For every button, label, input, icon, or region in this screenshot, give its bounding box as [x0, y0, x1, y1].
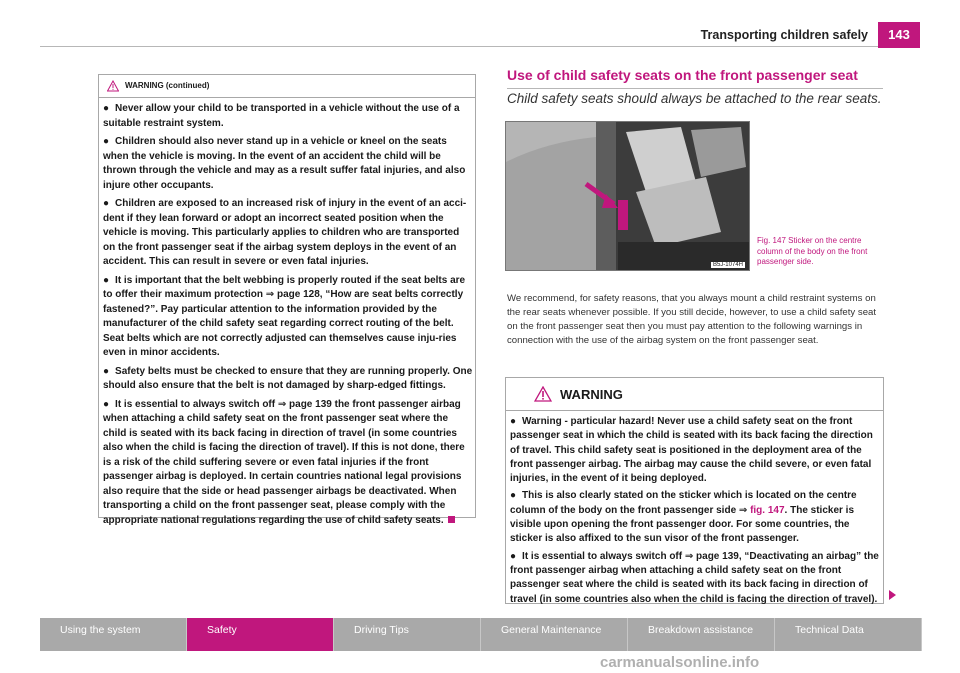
left-bullet-1: ● Never allow your child to be transported in a vehicle without the use of a suitable restraint system.	[103, 103, 460, 129]
page-128-link[interactable]: ⇒ page 128, “How are seat belts correctly fastened?”	[103, 289, 464, 315]
left-bullet-6: ● It is essential to always switch off ⇒ page 139 the front passenger airbag when attaching a child safety seat on the front passenger seat where the child is seated with its back facing in direction of travel (in some countries also when the child is facing the direction of travel). If this is not done, there is a risk of the child suffering severe or even fatal injuries if the front passenger airbag is deployed. In certain countries national legal provisions also require that the side or head passenger airbags be deactivated. When transporting a child on the front passenger seat, please comply with the appropriate national regulations regarding the use of child safety seats.	[103, 398, 465, 526]
continue-arrow-icon	[889, 590, 896, 600]
section-title: Use of child safety seats on the front passenger seat	[507, 67, 858, 83]
left-bullet-3: ● Children are exposed to an increased risk of injury in the event of an acci-dent if they lean forward or adopt an incorrect seated position when the vehicle is moving. This particularly applies to children who are transported on the front passenger seat if the airbag system deploys in the event of an accident. This can result in severe or even fatal injuries.	[103, 198, 467, 267]
section-rule	[507, 88, 883, 89]
intro-paragraph: We recommend, for safety reasons, that you always mount a child restraint systems on the rear seats whenever possible. If you still decide, however, to use a child safety seat on the front passenger seat then you must pay attention to the following warnings in connection with the use of the airbag system on the front passenger seat.	[507, 293, 877, 346]
figure-code: B5J-1074H	[712, 262, 743, 268]
left-bullet-2: ● Children should also never stand up in a vehicle or kneel on the seats when the vehicle is moving. In the event of an accident the child will be thrown through the vehicle and may as a result suffer fatal injuries, and also injure other occupants.	[103, 136, 466, 191]
left-bullet-5: ● Safety belts must be checked to ensure that they are running properly. One should also ensure that the belt is not damaged by sharp-edged fittings.	[103, 365, 473, 391]
warning-box	[505, 377, 884, 604]
car-interior-illustration	[506, 122, 749, 270]
section-end-marker	[448, 516, 455, 523]
page-header-title: Transporting children safely	[700, 28, 868, 42]
left-bullet-list	[99, 98, 475, 528]
section-subtitle: Child safety seats should always be attached to the rear seats.	[507, 91, 882, 106]
figure-147-caption: Fig. 147 Sticker on the centre column of the body on the front passenger side.	[757, 236, 868, 266]
warning-triangle-icon	[534, 386, 552, 402]
page-139-deactivating-link[interactable]: ⇒ page 139, “Deactivating an airbag”	[684, 550, 862, 562]
tab-technical-data[interactable]: Technical Data	[775, 618, 922, 651]
tab-safety[interactable]: Safety	[187, 618, 334, 651]
tab-general-maintenance[interactable]: General Maintenance	[481, 618, 628, 651]
tab-using-the-system[interactable]: Using the system	[40, 618, 187, 651]
right-bullet-list	[506, 411, 883, 607]
page-139-link[interactable]: ⇒ page 139	[277, 398, 332, 410]
figure-147-photo	[505, 121, 750, 271]
fig-147-link[interactable]: fig. 147	[750, 504, 785, 516]
watermark: carmanualsonline.info	[600, 654, 760, 671]
tab-breakdown-assistance[interactable]: Breakdown assistance	[628, 618, 775, 651]
warning-triangle-icon	[107, 80, 119, 92]
header-rule	[40, 46, 920, 47]
tab-driving-tips[interactable]: Driving Tips	[334, 618, 481, 651]
right-bullet-3: ● It is essential to always switch off ⇒ page 139, “Deactivating an airbag” the front passenger airbag when attaching a child safety seat on the front passenger seat where the child is seated with its back facing in direction of travel (in some countries also when the child is facing the direction of travel).	[510, 550, 879, 605]
right-bullet-2: ● This is also clearly stated on the sticker which is located on the centre column of the body on the front passenger side ⇒ fig. 147. The sticker is visible upon opening the front passenger door. For some countries, the sticker is also affixed to the sun visor of the front passenger.	[510, 490, 857, 545]
right-bullet-1: ● Warning - particular hazard! Never use a child safety seat on the front passenger seat in which the child is seated with its back facing the direction of travel. This child safety seat is positioned in the deployment area of the front passenger airbag. The airbag may cause the child severe, or even fatal injuries, in the event of it being deployed.	[510, 416, 873, 485]
warning-continued-header	[99, 75, 475, 98]
warning-continued-box	[98, 74, 476, 526]
warning-continued-title: WARNING (continued)	[125, 81, 210, 90]
left-bullet-4: ● It is important that the belt webbing is properly routed if the seat belts are to offer their maximum protection ⇒ page 128, “How are seat belts correctly fastened?”. Pay particular attention to the information provided by the manufacturer of the child safety seat regarding correct routing of the belt. Seat belts which are not correctly adjusted can themselves cause inju-ries even in minor accidents.	[103, 274, 466, 358]
warning-header	[506, 378, 883, 411]
footer-nav	[40, 618, 922, 651]
page-number-badge: 143	[878, 22, 920, 48]
warning-title: WARNING	[560, 386, 623, 402]
